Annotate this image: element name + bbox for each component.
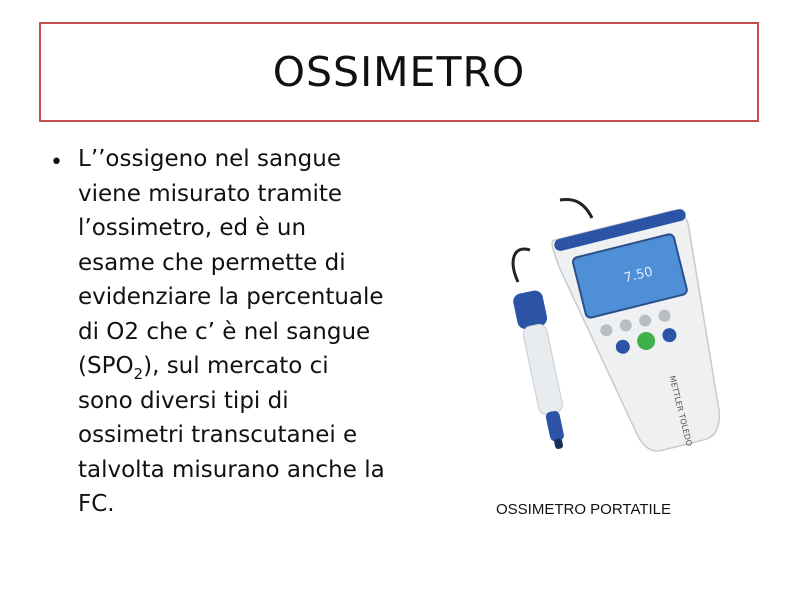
bullet-text-rest: ), sul mercato ci sono diversi tipi di ossimetri transcutanei e talvolta misurano anche la FC. [78,353,385,517]
probe [512,289,575,452]
bullet-paragraph [78,142,388,522]
bullet-dot: • [50,150,63,175]
oximeter-device-image [500,190,740,490]
meter [551,208,740,467]
image-caption: OSSIMETRO PORTATILE [496,501,672,518]
brand-label: METTLER TOLEDO [667,374,694,448]
meter-cable [560,200,592,218]
screen-reading: 7.50 [622,264,655,287]
bullet-text-main: L’’ossigeno nel sangue viene misurato tramite l’ossimetro, ed è un esame che permette di evidenziare la percentuale di O2 che c’ è nel sangue (SPO [78,146,384,379]
slide-title: OSSIMETRO [272,48,526,96]
bullet-subscript: 2 [133,365,144,383]
probe-cable [513,249,530,282]
title-box [39,22,759,122]
